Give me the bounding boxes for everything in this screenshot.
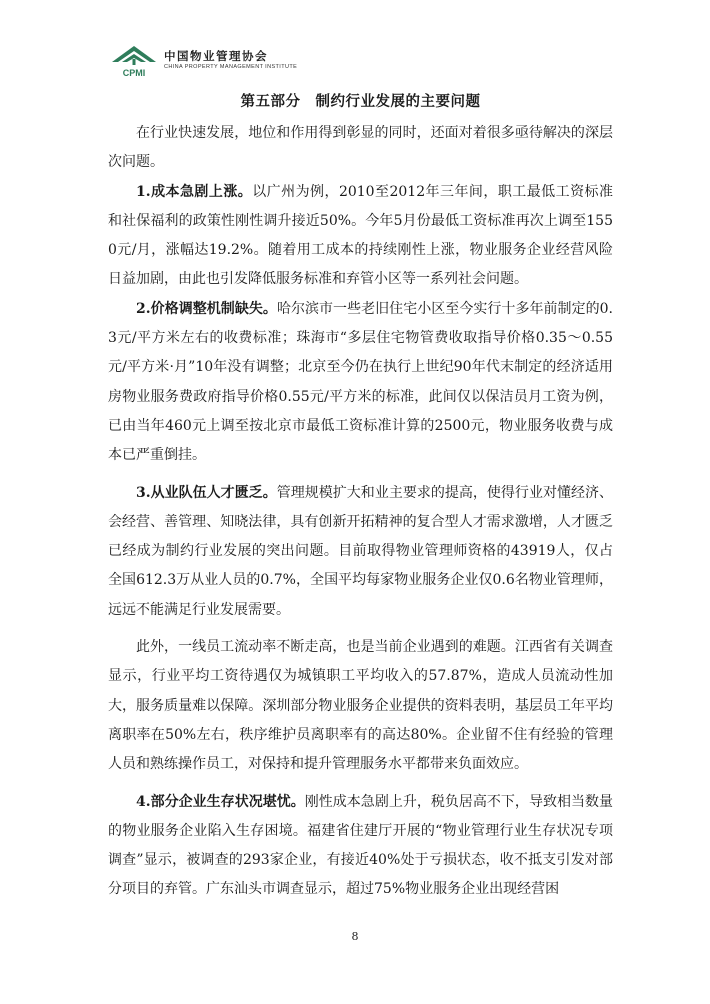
paragraph-text: 以广州为例，2010至2012年三年间，职工最低工资标准和社保福利的政策性刚性调升接近50%。今年5月份最低工资标准再次上调至1550元/月，涨幅达19.2%。随着用工成本的持续刚性上涨，物业服务企业经营风险日益加剧，由此也引发降低服务标准和弃管小区等一系列社会问题。: [108, 183, 613, 288]
paragraph-turnover: 此外，一线员工流动率不断走高，也是当前企业遇到的难题。江西省有关调查显示，行业平均工资待遇仅为城镇职工平均收入的57.87%，造成人员流动性加大，服务质量难以保障。深圳部分物业服务企业提供的资料表明，基层员工年平均离职率在50%左右，秩序维护员离职率有的高达80%。企业留不住有经验的管理人员和熟练操作员工，对保持和提升管理服务水平都带来负面效应。: [108, 639, 613, 773]
paragraph-heading: 2.价格调整机制缺失。: [136, 300, 277, 317]
header: [108, 40, 408, 80]
paragraph-price: [108, 295, 613, 471]
paragraph-text: 管理规模扩大和业主要求的提高，使得行业对懂经济、会经营、善管理、知晓法律，具有创新开拓精神的复合型人才需求激增，人才匮乏已经成为制约行业发展的突出问题。目前取得物业管理师资格的43919人，仅占全国612.3万从业人员的0.7%，全国平均每家物业服务企业仅0.6名物业管理师，远远不能满足行业发展需要。: [108, 484, 613, 618]
paragraph-text: 哈尔滨市一些老旧住宅小区至今实行十多年前制定的0.3元/平方米左右的收费标准；珠海市“多层住宅物管费收取指导价格0.35～0.55元/平方米·月”10年没有调整；北京至今仍在执行上世纪90年代末制定的经济适用房物业服务费政府指导价格0.55元/平方米的标准，此间仅以保洁员月工资为例，已由当年460元上调至按北京市最低工资标准计算的2500元，物业服务收费与成本已严重倒挂。: [108, 300, 614, 464]
page-number: 8: [351, 930, 359, 943]
paragraph-heading: 4.部分企业生存状况堪忧。: [136, 793, 305, 810]
cpmi-logo-icon: [108, 40, 160, 80]
paragraph-text: 刚性成本急剧上升，税负居高不下，导致相当数量的物业服务企业陷入生存困境。福建省住建厅开展的“物业管理行业生存状况专项调查”显示，被调查的293家企业，有接近40%处于亏损状态，收不抵支引发对部分项目的弃管。广东汕头市调查显示，超过75%物业服务企业出现经营困: [108, 793, 614, 898]
intro-paragraph: 在行业快速发展，地位和作用得到彰显的同时，还面对着很多亟待解决的深层次问题。: [108, 125, 613, 171]
paragraph-heading: 1.成本急剧上涨。: [136, 183, 253, 200]
logo-chinese-name: 中国物业管理协会: [164, 49, 268, 63]
paragraph-talent: [108, 479, 613, 625]
main-content: [108, 92, 613, 905]
paragraph-survival: [108, 788, 613, 905]
svg-text:CPMI: CPMI: [122, 68, 146, 78]
paragraph-cost: [108, 178, 613, 295]
logo-english-name: CHINA PROPERTY MANAGEMENT INSTITUTE: [164, 64, 298, 70]
paragraph-heading: 3.从业队伍人才匮乏。: [136, 484, 277, 501]
section-title: 第五部分 制约行业发展的主要问题: [240, 93, 481, 110]
